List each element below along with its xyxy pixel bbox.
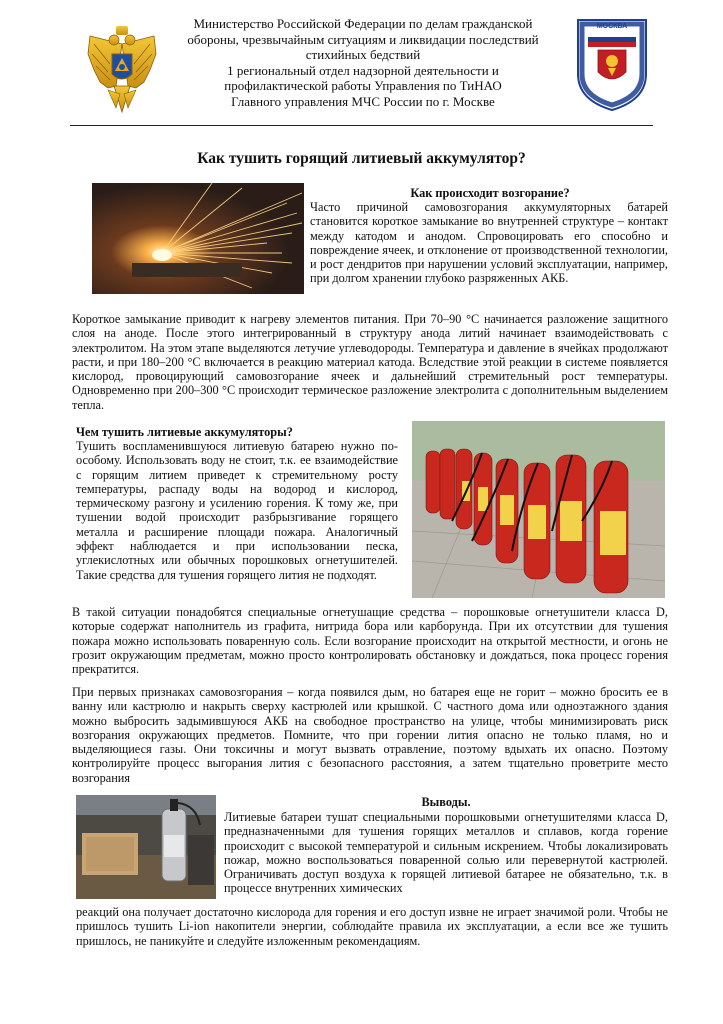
- section-text-extinguishing: Тушить воспламенившуюся литиевую батарею нужно по-особому. Использовать воду не стоит, т.к. ее взаимодействие с горящим литием приведет к стремительному росту температуры, распаду воды на водород и кислород, термическому разгону и усилению горения. К тому же, при тушении водой происходит разбрызгивание горящего металла и расширение площади пожара. Аналогичный эффект наблюдается и при использовании песка, углекислотных или обычных порошковых огнетушителей. Такие средства для тушения горящего лития не подходят.: [76, 439, 398, 582]
- fire-extinguishers-photo: [412, 421, 665, 598]
- header-divider: [70, 125, 653, 126]
- sparks-photo: [92, 183, 304, 294]
- header-organization: [178, 16, 548, 110]
- emercom-emblem: [86, 24, 158, 116]
- section-text-conclusions-cont: реакций она получает достаточно кислорода для горения и его доступ извне не играет значимой роли. Чтобы не пришлось тушить Li-ion накопители энергии, соблюдайте правила их эксплуатации, а если все же тушить пришлось, не паникуйте и следуйте изложенным рекомендациям.: [76, 905, 668, 948]
- section-heading-extinguishing: Чем тушить литиевые аккумуляторы?: [76, 425, 293, 439]
- section-heading-conclusions: Выводы.: [421, 795, 471, 809]
- extinguisher-shelf-photo: [76, 795, 216, 899]
- paragraph-special-agents: В такой ситуации понадобятся специальные огнетушащие средства – порошковые огнетушители класса D, которые содержат наполнитель из графита, нитрида бора или карборунда. При их отсутствии для тушения пожара можно использовать поваренную соль. Если возгорание происходит на открытой местности, и огонь не грозит окружающим предметам, можно просто контролировать обстановку и дождаться, пока процесс горения прекратится.: [72, 605, 668, 677]
- header-line: Министерство Российской Федерации по делам гражданской: [193, 16, 533, 31]
- header-line: стихийных бедствий: [305, 47, 421, 63]
- moscow-label: МОСКВА: [596, 23, 628, 30]
- header-line: Главного управления МЧС России по г. Москве: [231, 93, 495, 109]
- section-heading-ignition: Как происходит возгорание?: [410, 186, 570, 200]
- paragraph-first-signs: При первых признаках самовозгорания – когда появился дым, но батарея еще не горит – можно бросить ее в ванну или кастрюлю и накрыть сверху кастрюлей или крышкой. С частного дома или одноэтажного здания можно выбросить задымившуюся АКБ на свободное пространство на улице, чтобы минимизировать риск возгорания окружающих предметов. Помните, что при горении лития опасно не только пламя, но и выделяющиеся газы. Они токсичны и могут вызвать отравление, поэтому вдыхать их опасно. Поэтому контролируйте процесс выгорания лития с безопасного расстояния, а затем тщательно проветрите место возгорания: [72, 685, 668, 785]
- header-line: обороны, чрезвычайным ситуациям и ликвидации последствий: [187, 31, 539, 47]
- paragraph-short-circuit: Короткое замыкание приводит к нагреву элементов питания. При 70–90 °С начинается разложение защитного слоя на аноде. После этого интегрированный в структуру анода литий начинает взаимодействовать с электролитом. На этом этапе выделяются летучие углеводороды. Температура и давление в ячейках продолжают расти, и при 180–200 °С включается в реакцию материал катода. Вследствие этой реакции в системе появляется кислород, провоцирующий самовозгорание ячеек и дальнейший стремительный рост температуры. Одновременно при 200–300 °С происходит термическое разложение электролита с дополнительным выделением тепла.: [72, 312, 668, 412]
- section-text-ignition: Часто причиной самовозгорания аккумуляторных батарей становится короткое замыкание во внутренней структуре – контакт между катодом и анодом. Спровоцировать его способно и повреждение ячеек, и отклонение от производственной технологии, и рост дендритов при нарушении условий эксплуатации, например, при долгом хранении глубоко разряженных АКБ.: [310, 200, 668, 286]
- page-title: Как тушить горящий литиевый аккумулятор?: [197, 150, 526, 167]
- header-line: 1 региональный отдел надзорной деятельности и: [227, 62, 499, 78]
- moscow-mchs-emblem: [574, 16, 650, 112]
- section-text-conclusions: Литиевые батареи тушат специальными порошковыми огнетушителями класса D, предназначенными для тушения горящих металлов и сплавов, когда горение происходит с высокой температурой и сильным искрением. Чтобы локализировать пожар, можно воспользоваться поваренной солью или перевернутой кастрюлей. Ограничивать доступ воздуха к горящей литиевой батарее не обязательно, т.к. в процессе внутренних химических: [224, 810, 668, 896]
- header-line: профилактической работы Управления по ТиНАО: [224, 78, 502, 94]
